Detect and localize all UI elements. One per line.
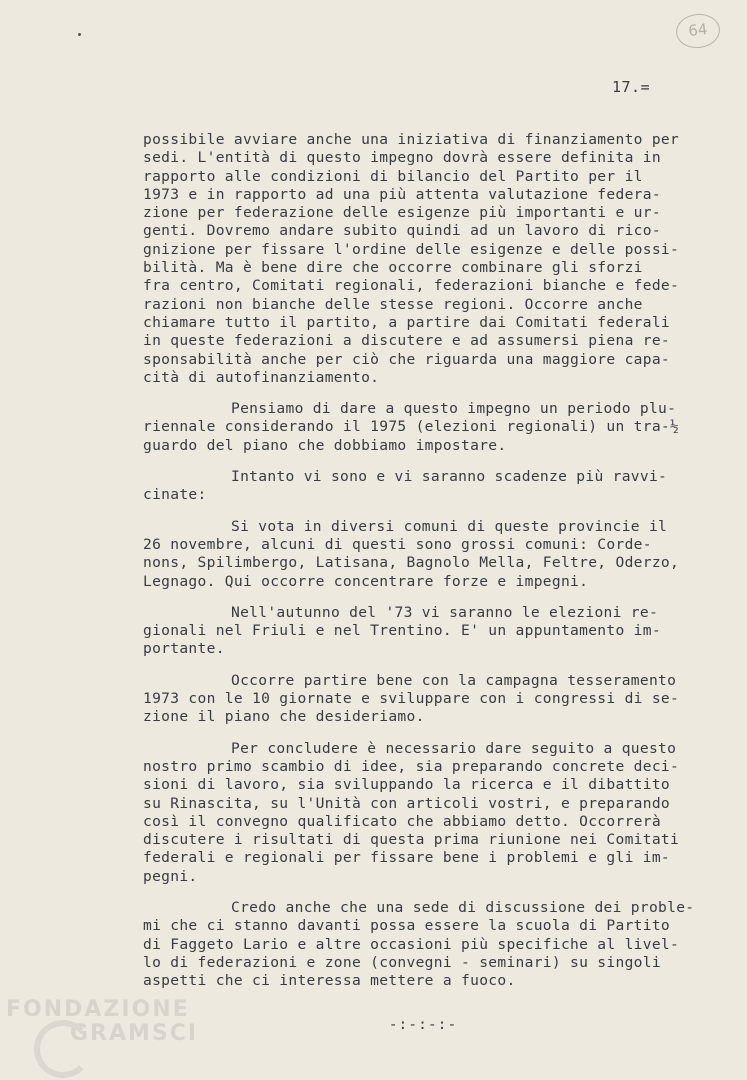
text-line: zione il piano che desideriamo. bbox=[143, 708, 425, 726]
paragraph bbox=[143, 131, 703, 387]
text-line: cità di autofinanziamento. bbox=[143, 368, 380, 386]
watermark-line1: FONDAZIONE bbox=[6, 997, 190, 1022]
paragraph bbox=[143, 672, 703, 727]
text-line: zione per federazione delle esigenze più importanti e ur- bbox=[143, 204, 661, 222]
text-line: su Rinascita, su l'Unità con articoli vostri, e preparando bbox=[143, 794, 670, 812]
paragraph bbox=[143, 740, 703, 886]
paragraph bbox=[143, 400, 703, 455]
text-line: 1973 e in rapporto ad una più attenta valutazione federa- bbox=[143, 185, 661, 203]
text-line: Nell'autunno del '73 vi saranno le elezioni re- bbox=[231, 603, 659, 621]
text-line: Legnago. Qui occorre concentrare forze e impegni. bbox=[143, 572, 589, 590]
text-line: sponsabilità anche per ciò che riguarda una maggiore capa- bbox=[143, 350, 670, 368]
text-line: bilità. Ma è bene dire che occorre combinare gli sforzi bbox=[143, 259, 643, 277]
text-line: pegni. bbox=[143, 867, 198, 885]
text-line: così il convegno qualificato che abbiamo detto. Occorrerà bbox=[143, 812, 661, 830]
text-line: portante. bbox=[143, 640, 225, 658]
text-line: Credo anche che una sede di discussione dei proble- bbox=[231, 898, 695, 916]
text-line: Occorre partire bene con la campagna tesseramento bbox=[231, 671, 677, 689]
closing-separator: -:-:-:- bbox=[388, 1016, 458, 1034]
text-line: 26 novembre, alcuni di questi sono grossi comuni: Corde- bbox=[143, 535, 652, 553]
text-line: nons, Spilimbergo, Latisana, Bagnolo Mella, Feltre, Oderzo, bbox=[143, 554, 680, 572]
text-line: mi che ci stanno davanti possa essere la scuola di Partito bbox=[143, 917, 670, 935]
text-line: cinate: bbox=[143, 486, 207, 504]
text-line: fra centro, Comitati regionali, federazioni bianche e fede- bbox=[143, 277, 680, 295]
text-line: federali e regionali per fissare bene i problemi e gli im- bbox=[143, 849, 670, 867]
text-line: guardo del piano che dobbiamo impostare. bbox=[143, 436, 507, 454]
watermark-line2: GRAMSCI bbox=[70, 1021, 199, 1046]
paragraph bbox=[143, 518, 703, 591]
paragraph bbox=[143, 468, 703, 505]
text-line: gionali nel Friuli e nel Trentino. E' un appuntamento im- bbox=[143, 622, 661, 640]
text-line: Si vota in diversi comuni di queste provincie il bbox=[231, 517, 668, 535]
text-line: nostro primo scambio di idee, sia preparando concrete deci- bbox=[143, 757, 680, 775]
text-line: 1973 con le 10 giornate e sviluppare con i congressi di se- bbox=[143, 690, 680, 708]
watermark-logo bbox=[6, 998, 198, 1046]
text-line: sedi. L'entità di questo impegno dovrà essere definita in bbox=[143, 149, 661, 167]
page-number: 17.= bbox=[612, 78, 651, 96]
text-line: discutere i risultati di questa prima riunione nei Comitati bbox=[143, 831, 680, 849]
text-line: in queste federazioni a discutere e ad assumersi piena re- bbox=[143, 332, 670, 350]
text-line: rapporto alle condizioni di bilancio del Partito per il bbox=[143, 167, 643, 185]
text-line: razioni non bianche delle stesse regioni. Occorre anche bbox=[143, 295, 643, 313]
text-line: Per concludere è necessario dare seguito a questo bbox=[231, 739, 677, 757]
body-text bbox=[143, 131, 703, 1035]
archive-stamp: 64 bbox=[674, 12, 721, 50]
text-line: possibile avviare anche una iniziativa di finanziamento per bbox=[143, 131, 680, 148]
text-line: lo di federazioni e zone (convegni - seminari) su singoli bbox=[143, 953, 661, 971]
text-line: Intanto vi sono e vi saranno scadenze più ravvi- bbox=[231, 468, 668, 486]
text-line: aspetti che ci interessa mettere a fuoco. bbox=[143, 972, 516, 990]
paragraph bbox=[143, 604, 703, 659]
text-line: chiamare tutto il partito, a partire dai Comitati federali bbox=[143, 313, 670, 331]
text-line: di Faggeto Lario e altre occasioni più specifiche al livel- bbox=[143, 935, 680, 953]
ink-dot bbox=[78, 33, 81, 36]
text-line: genti. Dovremo andare subito quindi ad un lavoro di rico- bbox=[143, 222, 661, 240]
watermark-circle bbox=[34, 1020, 92, 1078]
text-line: riennale considerando il 1975 (elezioni regionali) un tra-½ bbox=[143, 418, 680, 436]
paragraph bbox=[143, 899, 703, 990]
text-line: sioni di lavoro, sia sviluppando la ricerca e il dibattito bbox=[143, 776, 670, 794]
text-line: Pensiamo di dare a questo impegno un periodo plu- bbox=[231, 400, 677, 418]
text-line: gnizione per fissare l'ordine delle esigenze e delle possi- bbox=[143, 240, 680, 258]
